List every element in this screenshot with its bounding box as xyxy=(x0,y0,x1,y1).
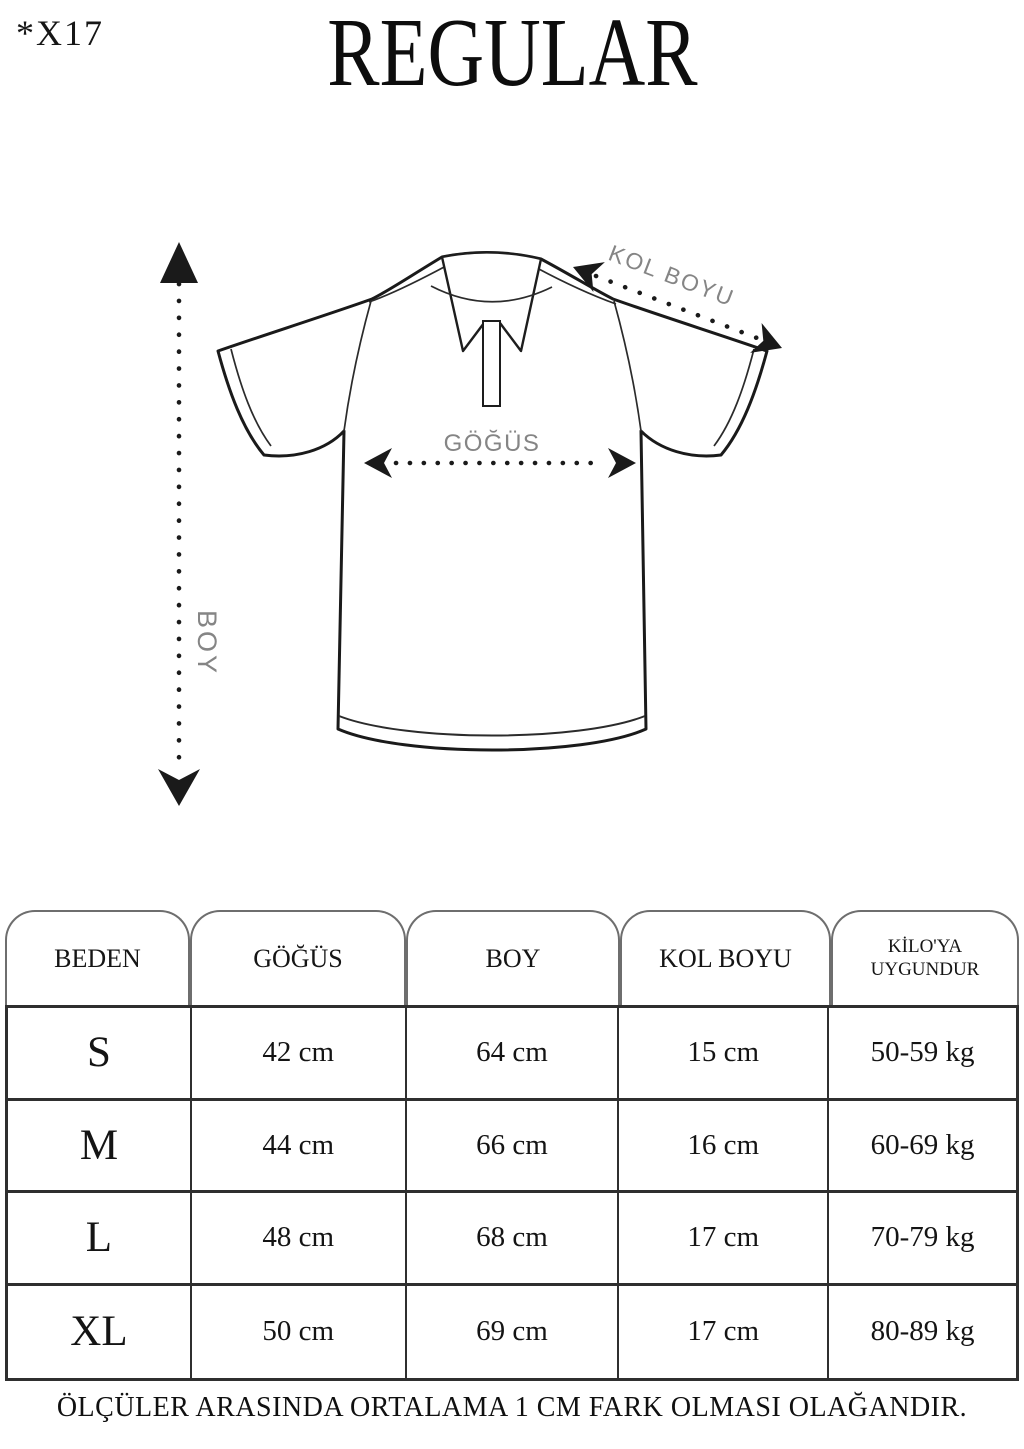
length-arrow xyxy=(158,242,200,806)
cell-chest-m: 44 cm xyxy=(192,1101,407,1194)
size-chart-header xyxy=(5,910,1019,1005)
cell-weight-l: 70-79 kg xyxy=(829,1193,1016,1286)
cell-weight-s: 50-59 kg xyxy=(829,1008,1016,1101)
cell-weight-xl: 80-89 kg xyxy=(829,1286,1016,1379)
length-arrow-top-head xyxy=(160,242,198,283)
placket xyxy=(483,321,500,406)
cell-chest-s: 42 cm xyxy=(192,1008,407,1101)
cell-chest-l: 48 cm xyxy=(192,1193,407,1286)
length-label: BOY xyxy=(192,610,222,677)
cell-length-m: 66 cm xyxy=(407,1101,620,1194)
size-chart-body xyxy=(5,1005,1019,1381)
cell-sleeve-xl: 17 cm xyxy=(619,1286,829,1379)
cell-size-xl: XL xyxy=(8,1286,192,1379)
product-code: *X17 xyxy=(16,13,104,53)
cell-length-l: 68 cm xyxy=(407,1193,620,1286)
col-header-kilo: KİLO'YA UYGUNDUR xyxy=(831,910,1019,1005)
length-arrow-bottom-head xyxy=(158,769,200,806)
cell-size-l: L xyxy=(8,1193,192,1286)
cell-size-s: S xyxy=(8,1008,192,1101)
page-title-text: REGULAR xyxy=(326,0,698,107)
cell-sleeve-l: 17 cm xyxy=(619,1193,829,1286)
sleeve-label: KOL BOYU xyxy=(605,239,739,312)
col-header-boy: BOY xyxy=(406,910,620,1005)
cell-size-m: M xyxy=(8,1101,192,1194)
col-header-gogus: GÖĞÜS xyxy=(190,910,406,1005)
col-header-beden: BEDEN xyxy=(5,910,190,1005)
tolerance-note: ÖLÇÜLER ARASINDA ORTALAMA 1 CM FARK OLMASI OLAĞANDIR. xyxy=(56,1392,968,1423)
chest-label: GÖĞÜS xyxy=(443,430,541,457)
cell-sleeve-s: 15 cm xyxy=(619,1008,829,1101)
size-chart-table xyxy=(5,910,1019,1381)
cell-chest-xl: 50 cm xyxy=(192,1286,407,1379)
cell-length-xl: 69 cm xyxy=(407,1286,620,1379)
col-header-kol-boyu: KOL BOYU xyxy=(620,910,831,1005)
cell-length-s: 64 cm xyxy=(407,1008,620,1101)
cell-sleeve-m: 16 cm xyxy=(619,1101,829,1194)
cell-weight-m: 60-69 kg xyxy=(829,1101,1016,1194)
